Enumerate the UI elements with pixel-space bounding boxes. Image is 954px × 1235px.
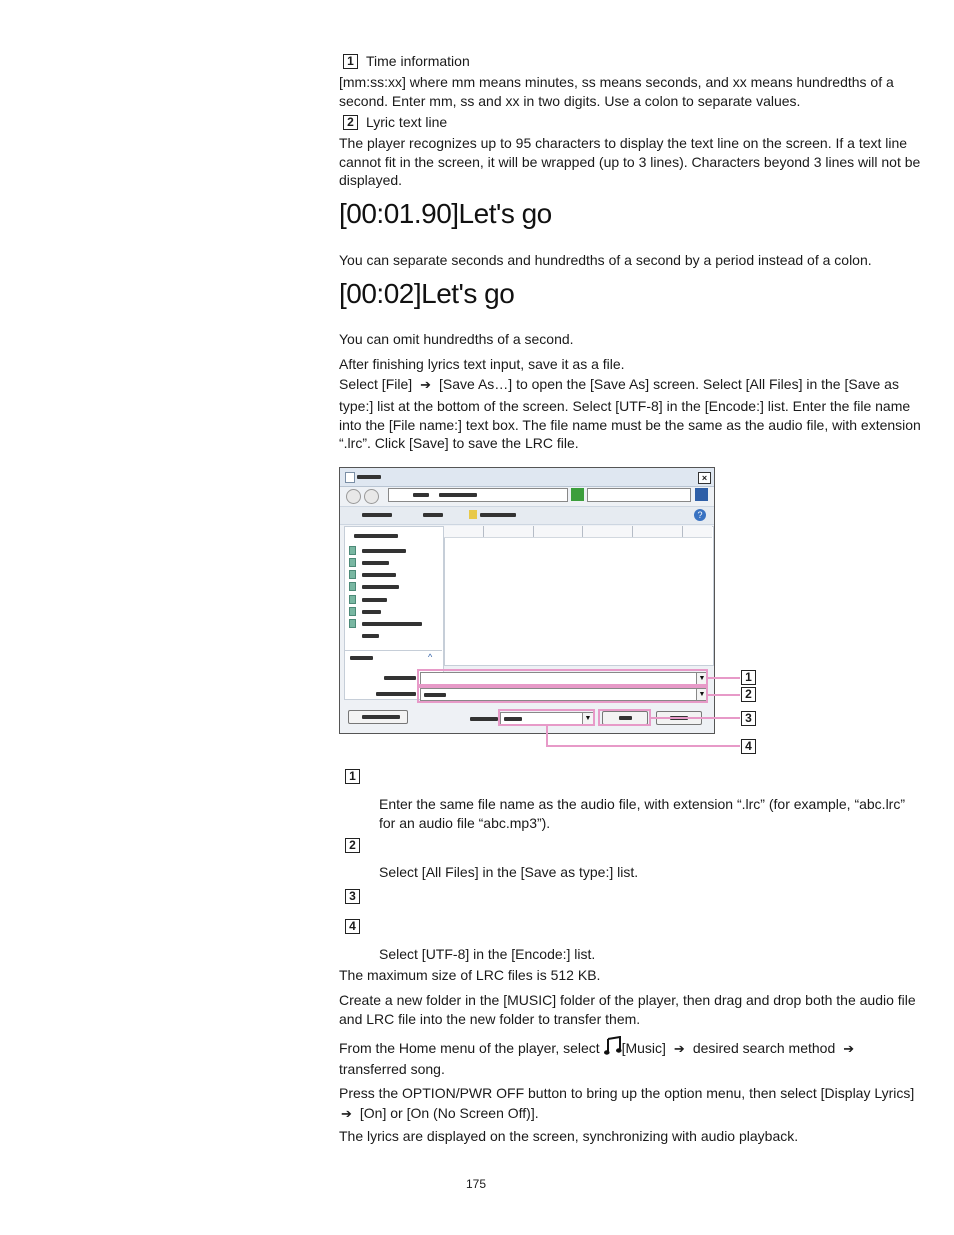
create-folder-text: Create a new folder in the [MUSIC] folder of the player, then drag and drop both the audio file and LRC file into the new folder to transfer them. bbox=[339, 992, 916, 1027]
callout-1-number: 1 bbox=[345, 769, 360, 784]
diagram-label-4: 4 bbox=[741, 739, 756, 754]
diagram-label-2: 2 bbox=[741, 687, 756, 702]
highlight-encode bbox=[498, 709, 595, 726]
highlight-file-name bbox=[417, 669, 708, 686]
option-text-line1: Press the OPTION/PWR OFF button to bring up the option menu, then select [Display Lyrics] bbox=[339, 1085, 915, 1101]
window-icon bbox=[345, 472, 355, 483]
home-method: desired search method bbox=[692, 1040, 836, 1056]
callout-3-number: 3 bbox=[345, 889, 360, 904]
new-folder-icon bbox=[469, 510, 477, 519]
save-instruction-line1 bbox=[339, 375, 924, 395]
example-2-note: You can omit hundredths of a second. bbox=[339, 331, 574, 347]
hide-folders-button bbox=[348, 710, 408, 724]
select-file-text: Select [File] bbox=[339, 376, 413, 392]
step-2-number: 2 bbox=[343, 115, 358, 130]
forward-icon bbox=[364, 489, 379, 504]
back-icon bbox=[346, 489, 361, 504]
refresh-icon bbox=[571, 488, 584, 501]
highlight-save-button bbox=[598, 709, 651, 726]
step-1-label: Time information bbox=[366, 53, 470, 69]
example-lyric-2: [00:02]Let's go bbox=[339, 278, 515, 309]
page-number: 175 bbox=[466, 1177, 487, 1191]
diagram-label-1: 1 bbox=[741, 670, 756, 685]
right-arrow-icon: ➔ bbox=[341, 1106, 352, 1121]
home-song: transferred song. bbox=[339, 1061, 445, 1077]
save-intro: After finishing lyrics text input, save it as a file. bbox=[339, 356, 625, 372]
search-icon bbox=[695, 488, 708, 501]
lyrics-displayed-text: The lyrics are displayed on the screen, synchronizing with audio playback. bbox=[339, 1128, 799, 1144]
time-description: [mm:ss:xx] where mm means minutes, ss means seconds, and xx means hundredths of a second. Enter mm, ss and xx in two digits. Use a colon to separate values. bbox=[339, 74, 894, 109]
home-music: [Music] bbox=[621, 1040, 666, 1056]
right-arrow-icon: ➔ bbox=[420, 377, 432, 392]
chevron-down-icon: ▼ bbox=[696, 689, 707, 700]
step-1-number: 1 bbox=[343, 54, 358, 69]
chevron-down-icon: ▼ bbox=[582, 713, 593, 724]
callout-2-number: 2 bbox=[345, 838, 360, 853]
column-headers bbox=[444, 526, 712, 538]
dialog-title-bar bbox=[340, 468, 714, 487]
callout-1-text: Enter the same file name as the audio file, with extension “.lrc” (for example, “abc.lrc” for an audio file “abc.mp3”). bbox=[379, 796, 905, 831]
music-note-icon bbox=[604, 1036, 622, 1056]
option-text-line2 bbox=[339, 1104, 539, 1124]
file-list-pane bbox=[444, 526, 714, 666]
search-field bbox=[587, 488, 691, 502]
example-lyric-1: [00:01.90]Let's go bbox=[339, 198, 552, 229]
diagram-label-3: 3 bbox=[741, 711, 756, 726]
home-prefix: From the Home menu of the player, select bbox=[339, 1040, 600, 1056]
home-menu-instruction bbox=[339, 1036, 924, 1059]
example-1-note: You can separate seconds and hundredths of a second by a period instead of a colon. bbox=[339, 252, 872, 268]
chevron-down-icon: ▼ bbox=[696, 673, 707, 684]
right-arrow-icon: ➔ bbox=[843, 1041, 855, 1056]
callout-4-number: 4 bbox=[345, 919, 360, 934]
save-as-text-line1: [Save As…] to open the [Save As] screen. Select [All Files] in the [Save as bbox=[439, 376, 899, 392]
highlight-save-type bbox=[417, 686, 708, 703]
dialog-toolbar bbox=[340, 506, 714, 525]
option-line2-text: [On] or [On (No Screen Off)]. bbox=[359, 1105, 539, 1121]
lyric-description: The player recognizes up to 95 characters to display the text line on the screen. If a text line cannot fit in the screen, it will be wrapped (up to 3 lines). Characters beyond 3 lines will not be displayed. bbox=[339, 135, 921, 189]
help-icon: ? bbox=[694, 509, 706, 521]
save-as-instructions: type:] list at the bottom of the screen. Select [UTF-8] in the [Encode:] list. Enter the file name into the [File name:] text box. The file name must be the same as the audio file, with extension “.lrc”. Click [Save] to save the LRC file. bbox=[339, 398, 921, 452]
close-icon: × bbox=[698, 472, 711, 484]
collapse-icon: ^ bbox=[428, 652, 433, 662]
callout-4-text: Select [UTF-8] in the [Encode:] list. bbox=[379, 946, 596, 962]
callout-2-text: Select [All Files] in the [Save as type:] list. bbox=[379, 864, 639, 880]
right-arrow-icon: ➔ bbox=[673, 1041, 685, 1056]
max-size-text: The maximum size of LRC files is 512 KB. bbox=[339, 967, 601, 983]
step-2-label: Lyric text line bbox=[366, 114, 448, 130]
